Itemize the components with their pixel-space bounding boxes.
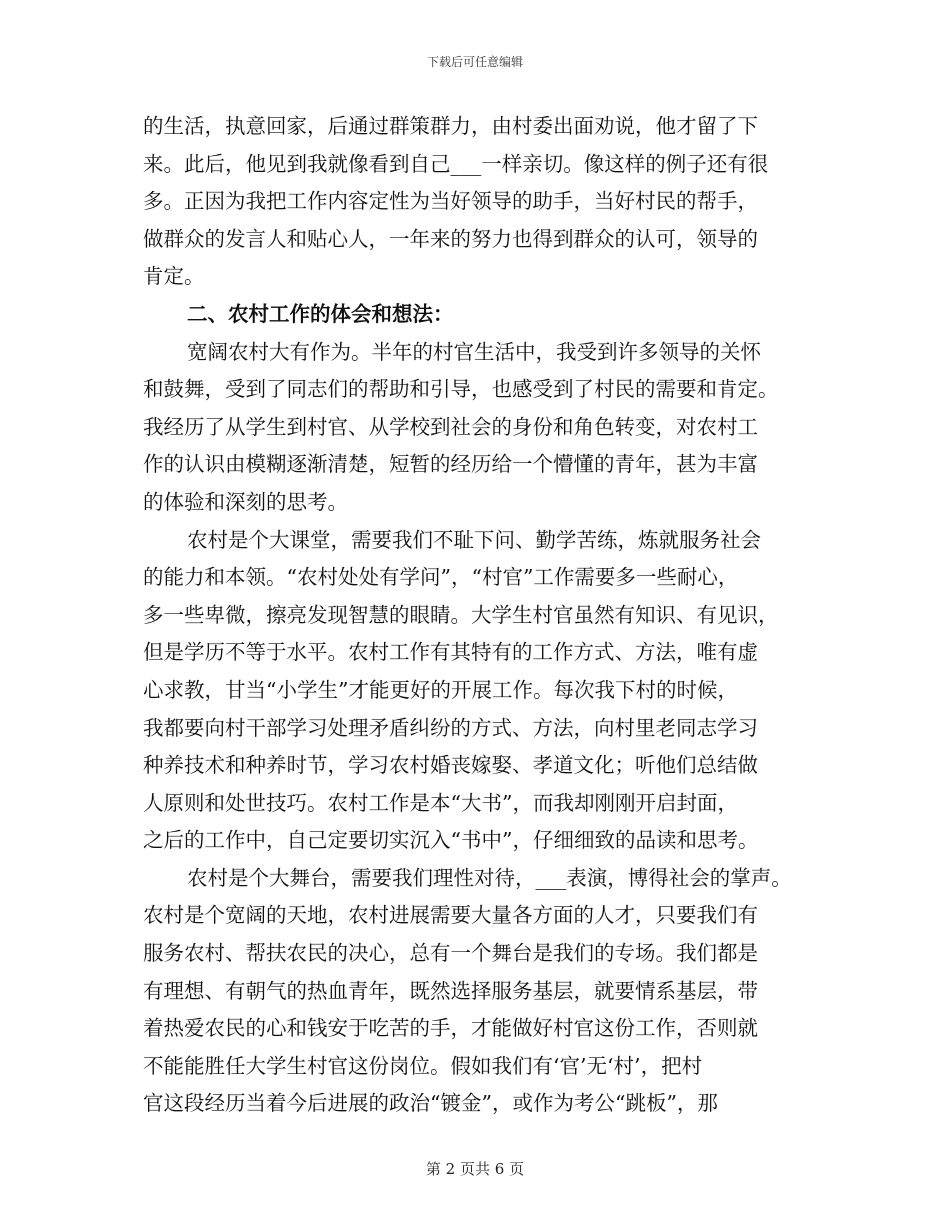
text-line: 农村是个大舞台，需要我们理性对待，___表演，博得社会的掌声。 [187, 865, 792, 890]
text-line: 服务农村、帮扶农民的决心，总有一个舞台是我们的专场。我们都是 [143, 941, 758, 966]
text-line: 多。正因为我把工作内容定性为当好领导的助手，当好村民的帮手， [143, 189, 758, 214]
page-footer: 第 2 页共 6 页 [425, 1160, 525, 1178]
document-body [143, 108, 833, 1123]
text-line: 和鼓舞，受到了同志们的帮助和引导，也感受到了村民的需要和肯定。 [143, 377, 779, 402]
section-heading: 二、农村工作的体会和想法： [187, 301, 454, 326]
text-line: 人原则和处世技巧。农村工作是本“大书”，而我却刚刚开启封面， [143, 790, 738, 815]
text-line: 作的认识由模糊逐渐清楚，短暂的经历给一个懵懂的青年，甚为丰富 [143, 452, 758, 477]
page-header: 下载后可任意编辑 [426, 55, 523, 69]
text-line: 多一些卑微，擦亮发现智慧的眼睛。大学生村官虽然有知识、有见识， [143, 602, 779, 627]
text-line: 来。此后，他见到我就像看到自己___一样亲切。像这样的例子还有很 [143, 151, 769, 176]
text-line: 我都要向村干部学习处理矛盾纠纷的方式、方法，向村里老同志学习 [143, 715, 758, 740]
text-line: 的生活，执意回家，后通过群策群力，由村委出面劝说，他才留了下 [143, 114, 758, 138]
text-line: 不能能胜任大学生村官这份岗位。假如我们有‘官’无‘村’，把村 [143, 1053, 703, 1078]
text-line: 之后的工作中，自己定要切实沉入“书中”，仔细细致的品读和思考。 [143, 828, 759, 853]
text-line: 的能力和本领。“农村处处有学问”，“村官”工作需要多一些耐心， [143, 565, 739, 590]
text-line: 农村是个大课堂，需要我们不耻下问、勤学苦练，炼就服务社会 [187, 527, 761, 552]
text-line: 有理想、有朝气的热血青年，既然选择服务基层，就要情系基层，带 [143, 978, 758, 1003]
text-line: 种养技术和种养时节，学习农村婚丧嫁娶、孝道文化；听他们总结做 [143, 753, 758, 778]
text-line: 肯定。 [143, 264, 205, 289]
text-line: 着热爱农民的心和钱安于吃苦的手，才能做好村官这份工作，否则就 [143, 1016, 758, 1041]
text-line: 做群众的发言人和贴心人，一年来的努力也得到群众的认可，领导的 [143, 226, 758, 251]
text-line: 我经历了从学生到村官、从学校到社会的身份和角色转变，对农村工 [143, 414, 758, 439]
text-line: 官这段经历当着今后进展的政治“镀金”，或作为考公“跳板”，那 [143, 1091, 718, 1116]
text-line: 农村是个宽阔的天地，农村进展需要大量各方面的人才，只要我们有 [143, 903, 758, 928]
text-line: 但是学历不等于水平。农村工作有其特有的工作方式、方法，唯有虚 [143, 640, 758, 665]
text-line: 的体验和深刻的思考。 [143, 489, 348, 514]
text-line: 宽阔农村大有作为。半年的村官生活中，我受到许多领导的关怀 [187, 339, 761, 364]
text-line: 心求教，甘当“小学生”才能更好的开展工作。每次我下村的时候， [143, 677, 738, 702]
